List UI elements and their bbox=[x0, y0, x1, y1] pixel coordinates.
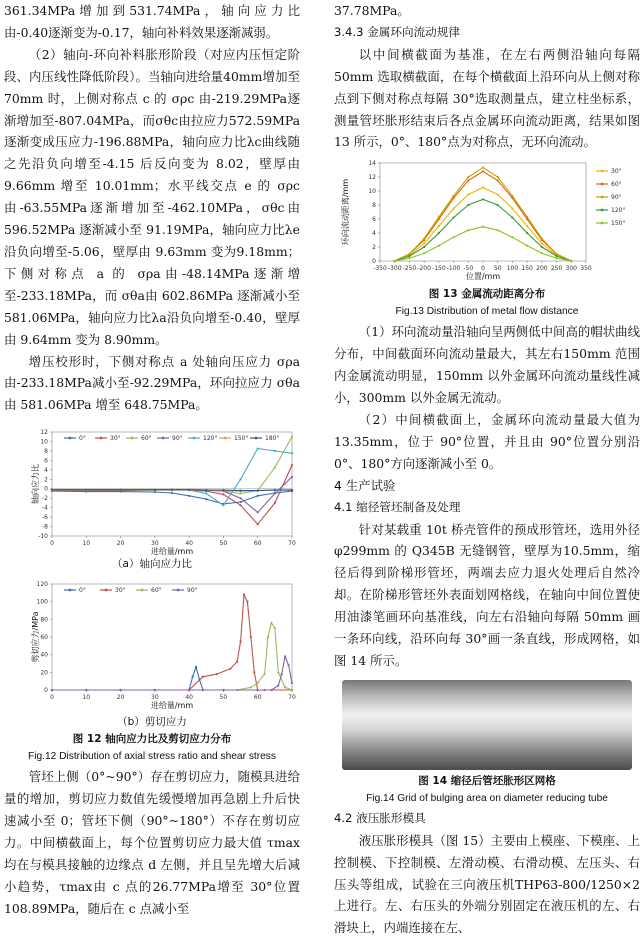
data-point bbox=[205, 498, 207, 500]
data-point bbox=[239, 490, 241, 492]
data-point bbox=[277, 685, 279, 687]
data-point bbox=[394, 260, 396, 262]
data-point bbox=[51, 489, 53, 491]
y-tick-label: -2 bbox=[42, 495, 48, 503]
figure-12b-subcaption: （b）剪切应力 bbox=[117, 716, 187, 729]
data-point bbox=[281, 673, 283, 675]
x-tick-label: -350 bbox=[373, 265, 387, 273]
data-point bbox=[291, 452, 293, 454]
series-line-90° bbox=[52, 657, 292, 691]
legend-label: 0° bbox=[79, 435, 86, 443]
data-point bbox=[154, 491, 156, 493]
data-point bbox=[497, 176, 499, 178]
data-point bbox=[205, 493, 207, 495]
data-point bbox=[555, 253, 557, 255]
data-point bbox=[467, 180, 469, 182]
data-point bbox=[253, 671, 255, 673]
plot-frame bbox=[52, 584, 292, 690]
y-tick-label: 0 bbox=[44, 485, 48, 493]
data-point bbox=[284, 686, 286, 688]
data-point bbox=[482, 226, 484, 228]
x-tick-label: 60 bbox=[253, 694, 262, 702]
x-tick-label: 0 bbox=[481, 265, 485, 273]
legend-label: 90° bbox=[611, 194, 622, 202]
data-point bbox=[438, 232, 440, 234]
data-point bbox=[555, 257, 557, 259]
series-line-90° bbox=[52, 477, 292, 513]
data-point bbox=[222, 504, 224, 506]
x-tick-label: 250 bbox=[550, 265, 563, 273]
x-tick-label: 40 bbox=[185, 694, 193, 702]
x-tick-label: -100 bbox=[446, 265, 461, 273]
legend-label: 150° bbox=[234, 435, 249, 443]
legend-marker bbox=[193, 437, 196, 440]
data-point bbox=[195, 666, 197, 668]
data-point bbox=[541, 243, 543, 245]
right-paragraph-5: 针对某载重 10t 桥壳管件的预成形管坯，选用外径 φ299mm 的 Q345B 无缝钢管，壁厚为10.5mm，缩径后得到阶梯形管坯，两端去应力退火处理后自然冷却。在阶梯形管坯外表面划网格线，在轴向中间位置使用油漆笔画环向基准线，向左右沿轴向每隔 50mm 画一条环向线，沿环向每 30°画一条直线，形成网格，如图 14 所示。 bbox=[334, 521, 640, 668]
series-line-60° bbox=[52, 437, 292, 494]
data-point bbox=[526, 232, 528, 234]
figure-14-caption: 图 14 缩径后管坯胀形区网格 bbox=[418, 774, 556, 787]
data-point bbox=[497, 229, 499, 231]
data-point bbox=[236, 661, 238, 663]
data-point bbox=[274, 502, 276, 504]
data-point bbox=[270, 622, 272, 624]
data-point bbox=[408, 255, 410, 257]
x-tick-label: 0 bbox=[50, 540, 54, 548]
y-axis-label: 环向流动距离/mm bbox=[341, 179, 350, 246]
data-point bbox=[85, 689, 87, 691]
legend-label: 0° bbox=[79, 587, 86, 595]
data-point bbox=[257, 490, 259, 492]
data-point bbox=[154, 489, 156, 491]
data-point bbox=[423, 238, 425, 240]
figure-12-caption-en: Fig.12 Distribution of axial stress ratio and shear stress bbox=[27, 751, 276, 763]
data-point bbox=[291, 489, 293, 491]
data-point bbox=[119, 489, 121, 491]
data-point bbox=[541, 238, 543, 240]
data-point bbox=[171, 489, 173, 491]
y-tick-label: 10 bbox=[40, 438, 48, 446]
x-tick-label: 30 bbox=[151, 540, 159, 548]
figure-13 bbox=[334, 157, 640, 321]
y-tick-label: 0 bbox=[372, 258, 376, 266]
data-point bbox=[438, 225, 440, 227]
data-point bbox=[239, 641, 241, 643]
legend-label: 30° bbox=[110, 435, 121, 443]
legend-label: 180° bbox=[265, 435, 280, 443]
data-point bbox=[51, 689, 53, 691]
data-point bbox=[188, 489, 190, 491]
figure-12-caption: 图 12 轴向应力比及剪切应力分布 bbox=[72, 733, 232, 746]
chart-13 bbox=[334, 157, 640, 285]
data-point bbox=[291, 476, 293, 478]
data-point bbox=[257, 523, 259, 525]
x-tick-label: 20 bbox=[116, 540, 125, 548]
series-line-90° bbox=[395, 168, 572, 261]
data-point bbox=[526, 245, 528, 247]
data-point bbox=[555, 255, 557, 257]
figure-13-caption: 图 13 金属流动距离分布 bbox=[428, 288, 546, 301]
data-point bbox=[511, 236, 513, 238]
left-paragraph-3: 增压校形时，下侧对称点 a 处轴向压应力 σρa由-233.18MPa减小至-92.29MPa，环向拉应力 σθa由 581.06MPa 增至 648.75MPa。 bbox=[4, 353, 300, 413]
data-point bbox=[239, 478, 241, 480]
figure-12a-subcaption: （a）轴向应力比 bbox=[112, 558, 192, 571]
y-tick-label: 12 bbox=[368, 174, 376, 182]
right-column bbox=[334, 0, 640, 939]
data-point bbox=[423, 246, 425, 248]
data-point bbox=[239, 493, 241, 495]
y-tick-label: 100 bbox=[36, 598, 48, 606]
data-point bbox=[452, 195, 454, 197]
y-tick-label: -8 bbox=[42, 523, 48, 531]
y-tick-label: -4 bbox=[42, 504, 48, 512]
data-point bbox=[284, 656, 286, 658]
legend-marker bbox=[141, 589, 144, 592]
data-point bbox=[154, 689, 156, 691]
legend-label: 90° bbox=[172, 435, 183, 443]
series-line-60° bbox=[395, 172, 572, 262]
legend-label: 60° bbox=[611, 181, 622, 189]
data-point bbox=[257, 511, 259, 513]
series-line-30° bbox=[52, 465, 292, 524]
legend-label: 30° bbox=[611, 168, 622, 176]
data-point bbox=[452, 208, 454, 210]
data-point bbox=[257, 495, 259, 497]
data-point bbox=[215, 673, 217, 675]
chart-12a bbox=[4, 424, 296, 556]
data-point bbox=[570, 260, 572, 262]
y-tick-label: 40 bbox=[40, 651, 48, 659]
data-point bbox=[511, 217, 513, 219]
right-paragraph-4: （2）中间横截面上，金属环向流动量最大值为 13.35mm，位于 90°位置，并且由 90°位置分别沿 0°、180°方向逐渐减小至 0。 bbox=[334, 411, 640, 471]
data-point bbox=[467, 194, 469, 196]
x-tick-label: 50 bbox=[219, 694, 228, 702]
legend-label: 30° bbox=[115, 587, 126, 595]
plot-frame bbox=[380, 163, 586, 261]
section-heading-4-2: 4.2 液压胀形模具 bbox=[334, 810, 426, 825]
tube-grid-photo bbox=[342, 680, 632, 770]
data-point bbox=[467, 229, 469, 231]
y-tick-label: -10 bbox=[38, 533, 48, 541]
y-tick-label: 8 bbox=[44, 448, 48, 456]
y-tick-label: 6 bbox=[44, 457, 48, 465]
x-tick-label: -250 bbox=[402, 265, 417, 273]
data-point bbox=[526, 216, 528, 218]
plot-frame bbox=[52, 432, 292, 536]
data-point bbox=[222, 494, 224, 496]
x-tick-label: 150 bbox=[521, 265, 533, 273]
data-point bbox=[482, 187, 484, 189]
legend-marker bbox=[601, 222, 604, 225]
data-point bbox=[511, 195, 513, 197]
x-tick-label: 30 bbox=[151, 694, 159, 702]
figure-14 bbox=[334, 680, 640, 808]
x-tick-label: 50 bbox=[219, 540, 228, 548]
data-point bbox=[188, 689, 190, 691]
right-paragraph-1: 37.78MPa。 bbox=[334, 3, 410, 18]
y-tick-label: 6 bbox=[372, 216, 376, 224]
x-tick-label: 300 bbox=[565, 265, 578, 273]
data-point bbox=[257, 689, 259, 691]
x-tick-label: 200 bbox=[536, 265, 548, 273]
data-point bbox=[541, 253, 543, 255]
right-paragraph-3: （1）环向流动量沿轴向呈两侧低中间高的帽状曲线分布，中间截面环向流动量最大，其左右150mm 范围内金属流动明显，150mm 以外金属环向流动量线性减小，300mm 以外金属无流动。 bbox=[334, 324, 640, 406]
y-axis-label: 剪切应力/MPa bbox=[31, 611, 40, 663]
data-point bbox=[291, 689, 293, 691]
data-point bbox=[482, 171, 484, 173]
data-point bbox=[452, 236, 454, 238]
section-heading-4-1: 4.1 缩径管坯制备及处理 bbox=[334, 499, 461, 514]
section-heading-4: 4 生产试验 bbox=[334, 477, 396, 493]
legend-marker bbox=[601, 196, 604, 199]
data-point bbox=[423, 243, 425, 245]
data-point bbox=[467, 176, 469, 178]
series-line-150° bbox=[395, 227, 572, 261]
right-paragraph-2: 以中间横截面为基准，在左右两侧沿轴向每隔 50mm 选取横截面，在每个横截面上沿环向从上侧对称点到下侧对称点每隔 30°选取测量点，建立柱坐标系，测量管坯胀形结束后各点金属环向流动距离，结果如图 13 所示，0°、180°点为对称点，无环向流动。 bbox=[334, 46, 640, 150]
data-point bbox=[408, 253, 410, 255]
data-point bbox=[171, 492, 173, 494]
y-axis-label: 轴向应力比 bbox=[31, 464, 40, 505]
y-tick-label: 10 bbox=[368, 188, 376, 196]
figure-13-caption-en: Fig.13 Distribution of metal flow distance bbox=[395, 306, 579, 318]
data-point bbox=[423, 253, 425, 255]
legend-marker bbox=[100, 437, 103, 440]
x-axis-label: 位置/mm bbox=[465, 272, 501, 282]
data-point bbox=[526, 225, 528, 227]
x-axis-label: 进给量/mm bbox=[150, 701, 194, 711]
figure-12 bbox=[4, 424, 300, 766]
x-tick-label: 50 bbox=[493, 265, 502, 273]
legend-marker bbox=[601, 170, 604, 173]
y-tick-label: 80 bbox=[40, 616, 48, 624]
legend-marker bbox=[69, 437, 72, 440]
data-point bbox=[191, 676, 193, 678]
y-tick-label: 2 bbox=[372, 244, 376, 252]
left-paragraph-4: 管坯上侧（0°~90°）存在剪切应力，随模具进给量的增加，剪切应力数值先缓慢增加再急剧上升后快速减小至 0；管坯下侧（90°~180°）不存在剪切应力。中间横截面上，每个位置剪切应力最大值 τmax均在与模具接触的边缘点 d 左侧，并且呈先增大后减小趋势，τmax由 c 点的26.77MPa增至 30°位置 108.89MPa，随后在 c 点减小至 bbox=[4, 769, 300, 916]
x-tick-label: 20 bbox=[116, 694, 125, 702]
legend-marker bbox=[177, 589, 180, 592]
data-point bbox=[257, 682, 259, 684]
data-point bbox=[239, 504, 241, 506]
data-point bbox=[250, 686, 252, 688]
legend-marker bbox=[601, 209, 604, 212]
x-tick-label: -200 bbox=[417, 265, 431, 273]
data-point bbox=[188, 495, 190, 497]
data-point bbox=[222, 489, 224, 491]
data-point bbox=[482, 199, 484, 201]
data-point bbox=[497, 194, 499, 196]
y-tick-label: 2 bbox=[44, 476, 48, 484]
x-tick-label: 10 bbox=[82, 694, 91, 702]
x-tick-label: 350 bbox=[580, 265, 592, 273]
y-tick-label: 120 bbox=[36, 581, 48, 589]
legend-marker bbox=[224, 437, 227, 440]
data-point bbox=[239, 497, 241, 499]
y-tick-label: 4 bbox=[372, 230, 376, 238]
legend-label: 60° bbox=[141, 435, 152, 443]
data-point bbox=[291, 464, 293, 466]
data-point bbox=[243, 594, 245, 596]
x-tick-label: 0 bbox=[50, 694, 54, 702]
legend-marker bbox=[131, 437, 134, 440]
series-line-30° bbox=[52, 595, 292, 690]
data-point bbox=[267, 636, 269, 638]
x-tick-label: 70 bbox=[288, 540, 296, 548]
data-point bbox=[274, 489, 276, 491]
data-point bbox=[541, 246, 543, 248]
data-point bbox=[291, 436, 293, 438]
left-column bbox=[4, 0, 300, 920]
data-point bbox=[408, 257, 410, 259]
data-point bbox=[270, 689, 272, 691]
data-point bbox=[287, 664, 289, 666]
data-point bbox=[438, 245, 440, 247]
data-point bbox=[274, 450, 276, 452]
data-point bbox=[202, 676, 204, 678]
data-point bbox=[85, 489, 87, 491]
left-paragraph-1: 361.34MPa增加到531.74MPa，轴向应力比由-0.40逐渐变为-0.17，轴向补料效果逐渐减弱。 bbox=[4, 3, 300, 40]
data-point bbox=[250, 636, 252, 638]
data-point bbox=[239, 501, 241, 503]
data-point bbox=[452, 217, 454, 219]
legend-marker bbox=[162, 437, 165, 440]
section-heading-3-4-3: 3.4.3 金属环向流动规律 bbox=[334, 24, 460, 39]
data-point bbox=[497, 204, 499, 206]
data-point bbox=[438, 216, 440, 218]
y-tick-label: 20 bbox=[40, 669, 48, 677]
legend-marker bbox=[601, 183, 604, 186]
y-tick-label: 60 bbox=[40, 634, 48, 642]
figure-14-caption-en: Fig.14 Grid of bulging area on diameter reducing tube bbox=[366, 792, 608, 804]
data-point bbox=[274, 627, 276, 629]
data-point bbox=[497, 180, 499, 182]
legend-marker bbox=[255, 437, 258, 440]
right-paragraph-6: 液压胀形模具（图 15）主要由上模座、下模座、上控制模、下控制模、左滑动模、右滑动模、左压头、右压头等组成，试验在三向液压机THP63-800/1250×2 上进行。左、右压头的外端分别固定在液压机的左、右滑块上，内端连接在左、 bbox=[334, 832, 640, 936]
data-point bbox=[274, 493, 276, 495]
x-tick-label: -150 bbox=[432, 265, 446, 273]
x-tick-label: 10 bbox=[82, 540, 91, 548]
data-point bbox=[263, 673, 265, 675]
y-tick-label: 8 bbox=[372, 202, 376, 210]
data-point bbox=[291, 682, 293, 684]
data-point bbox=[467, 204, 469, 206]
left-paragraph-2: （2）轴向-环向补料胀形阶段（对应内压恒定阶段、内压线性降低阶段）。当轴向进给量40mm增加至 70mm 时，上侧对称点 c 的 σρc 由-219.29MPa逐渐增加至-807.04MPa，而σθc由拉应力572.59MPa逐渐变成压应力-196.88MPa，轴向应力比λc曲线随之先沿负向增至-4.15 后反向变为 8.02，壁厚由 9.66mm 增至 10.01mm；水平线交点 e 的 σρc由-63.55MPa逐渐增加至-462.10MPa，σθc由 596.52MPa 逐渐减小至 91.19MPa，轴向应力比λe沿负向增至-5.06，壁厚由 9.63mm 变为9.18mm；下侧对称点 a 的 σρa由-48.14MPa逐渐增至-233.18MPa，而 σθa由 602.86MPa 逐渐减小至581.06MPa，轴向应力比λa沿负向增至-0.40，壁厚由 9.64mm 变为 8.90mm。 bbox=[4, 46, 300, 347]
data-point bbox=[205, 489, 207, 491]
y-tick-label: 12 bbox=[40, 429, 48, 437]
data-point bbox=[277, 671, 279, 673]
x-axis-label: 进给量/mm bbox=[150, 547, 194, 557]
data-point bbox=[257, 448, 259, 450]
x-tick-label: 70 bbox=[288, 694, 296, 702]
x-tick-label: 60 bbox=[253, 540, 262, 548]
legend-label: 120° bbox=[611, 207, 626, 215]
data-point bbox=[246, 601, 248, 603]
x-tick-label: 40 bbox=[185, 540, 193, 548]
legend-marker bbox=[69, 589, 72, 592]
y-tick-label: 4 bbox=[44, 467, 48, 475]
x-tick-label: -50 bbox=[463, 265, 474, 273]
legend-label: 120° bbox=[203, 435, 218, 443]
data-point bbox=[119, 689, 121, 691]
data-point bbox=[274, 467, 276, 469]
data-point bbox=[229, 668, 231, 670]
data-point bbox=[222, 689, 224, 691]
legend-label: 90° bbox=[187, 587, 198, 595]
data-point bbox=[511, 208, 513, 210]
data-point bbox=[482, 167, 484, 169]
y-tick-label: 14 bbox=[368, 160, 376, 168]
chart-12b bbox=[4, 578, 296, 714]
y-tick-label: 0 bbox=[44, 687, 48, 695]
legend-label: 150° bbox=[611, 220, 626, 228]
series-line-120° bbox=[395, 200, 572, 262]
y-tick-label: -6 bbox=[42, 514, 48, 522]
x-tick-label: 100 bbox=[506, 265, 519, 273]
legend-marker bbox=[105, 589, 108, 592]
legend-label: 60° bbox=[151, 587, 162, 595]
x-tick-label: -300 bbox=[387, 265, 402, 273]
